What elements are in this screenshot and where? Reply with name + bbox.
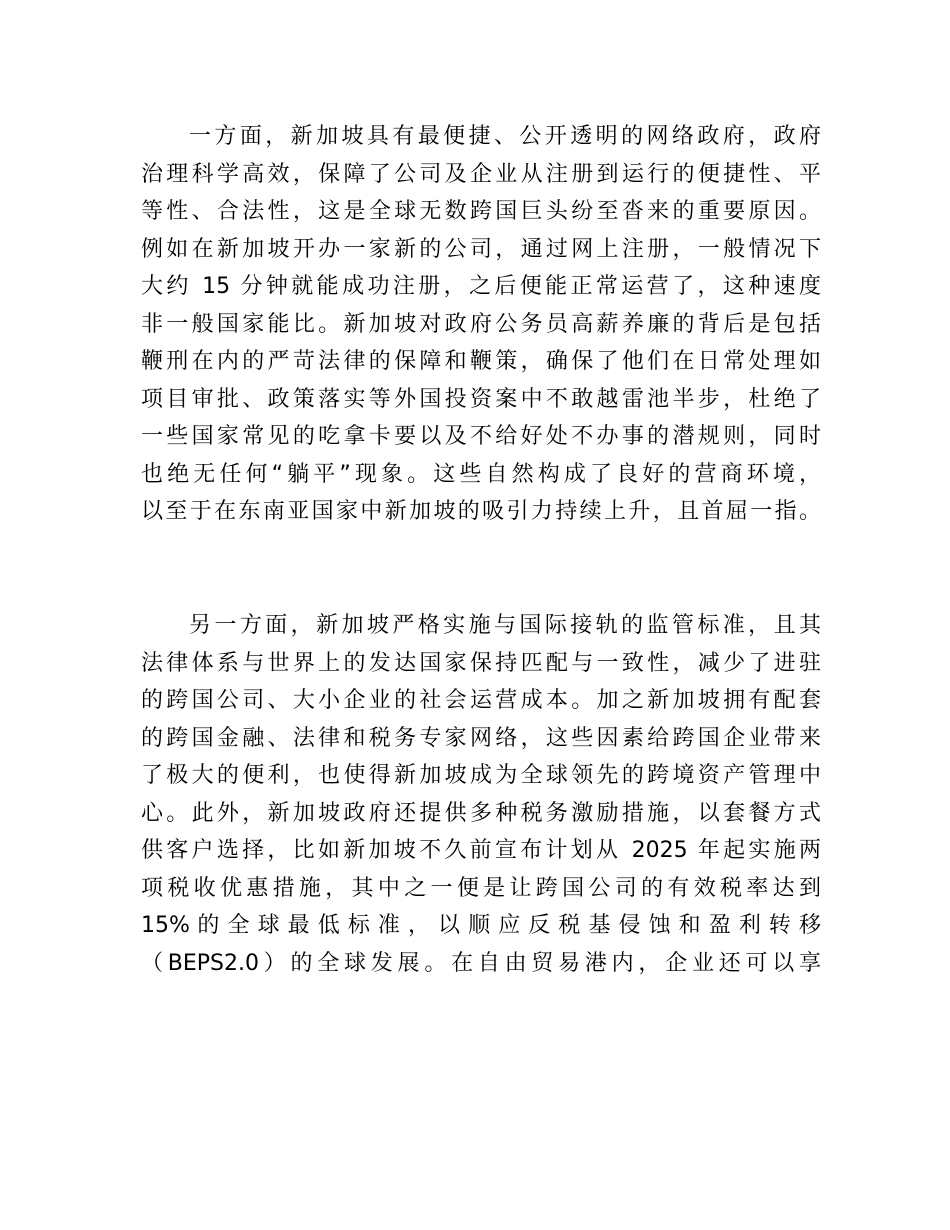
- text-line: 例如在新加坡开办一家新的公司，通过网上注册，一般情况下: [141, 236, 821, 262]
- paragraph-2: [141, 607, 821, 982]
- text-line: 鞭刑在内的严苛法律的保障和鞭策，确保了他们在日常处理如: [141, 349, 821, 374]
- text-line: 另一方面，新加坡严格实施与国际接轨的监管标准，且其: [189, 613, 821, 638]
- text-line: 15% 的 全 球 最 低 标 准 ， 以 顺 应 反 税 基 侵 蚀 和 盈 利 转 移: [141, 913, 821, 938]
- text-line: 大约 15 分钟就能成功注册，之后便能正常运营了，这种速度: [141, 274, 821, 299]
- text-line: 一方面，新加坡具有最便捷、公开透明的网络政府，政府: [189, 124, 821, 149]
- text-line: 以至于在东南亚国家中新加坡的吸引力持续上升，且首屈一指。: [141, 499, 821, 524]
- text-line: 项税收优惠措施，其中之一便是让跨国公司的有效税率达到: [141, 875, 821, 901]
- text-line: 了极大的便利，也使得新加坡成为全球领先的跨境资产管理中: [141, 763, 821, 788]
- paragraph-1: [141, 118, 821, 531]
- text-line: 心。此外，新加坡政府还提供多种税务激励措施，以套餐方式: [141, 800, 821, 826]
- text-line: 治理科学高效，保障了公司及企业从注册到运行的便捷性、平: [141, 161, 821, 187]
- text-line: 的跨国公司、大小企业的社会运营成本。加之新加坡拥有配套: [141, 688, 821, 713]
- text-line: 也绝无任何“躺平”现象。这些自然构成了良好的营商环境，: [141, 461, 821, 487]
- text-line: 项目审批、政策落实等外国投资案中不敢越雷池半步，杜绝了: [141, 386, 821, 412]
- text-line: 法律体系与世界上的发达国家保持匹配与一致性，减少了进驻: [141, 650, 821, 676]
- text-line: 的跨国金融、法律和税务专家网络，这些因素给跨国企业带来: [141, 725, 821, 751]
- text-line: 等性、合法性，这是全球无数跨国巨头纷至沓来的重要原因。: [141, 199, 821, 224]
- text-line: 非一般国家能比。新加坡对政府公务员高薪养廉的背后是包括: [141, 311, 821, 337]
- text-line: （BEPS2.0）的全球发展。在自由贸易港内，企业还可以享: [141, 950, 821, 976]
- text-line: 一些国家常见的吃拿卡要以及不给好处不办事的潜规则，同时: [141, 424, 821, 449]
- text-line: 供客户选择，比如新加坡不久前宣布计划从 2025 年起实施两: [141, 838, 821, 863]
